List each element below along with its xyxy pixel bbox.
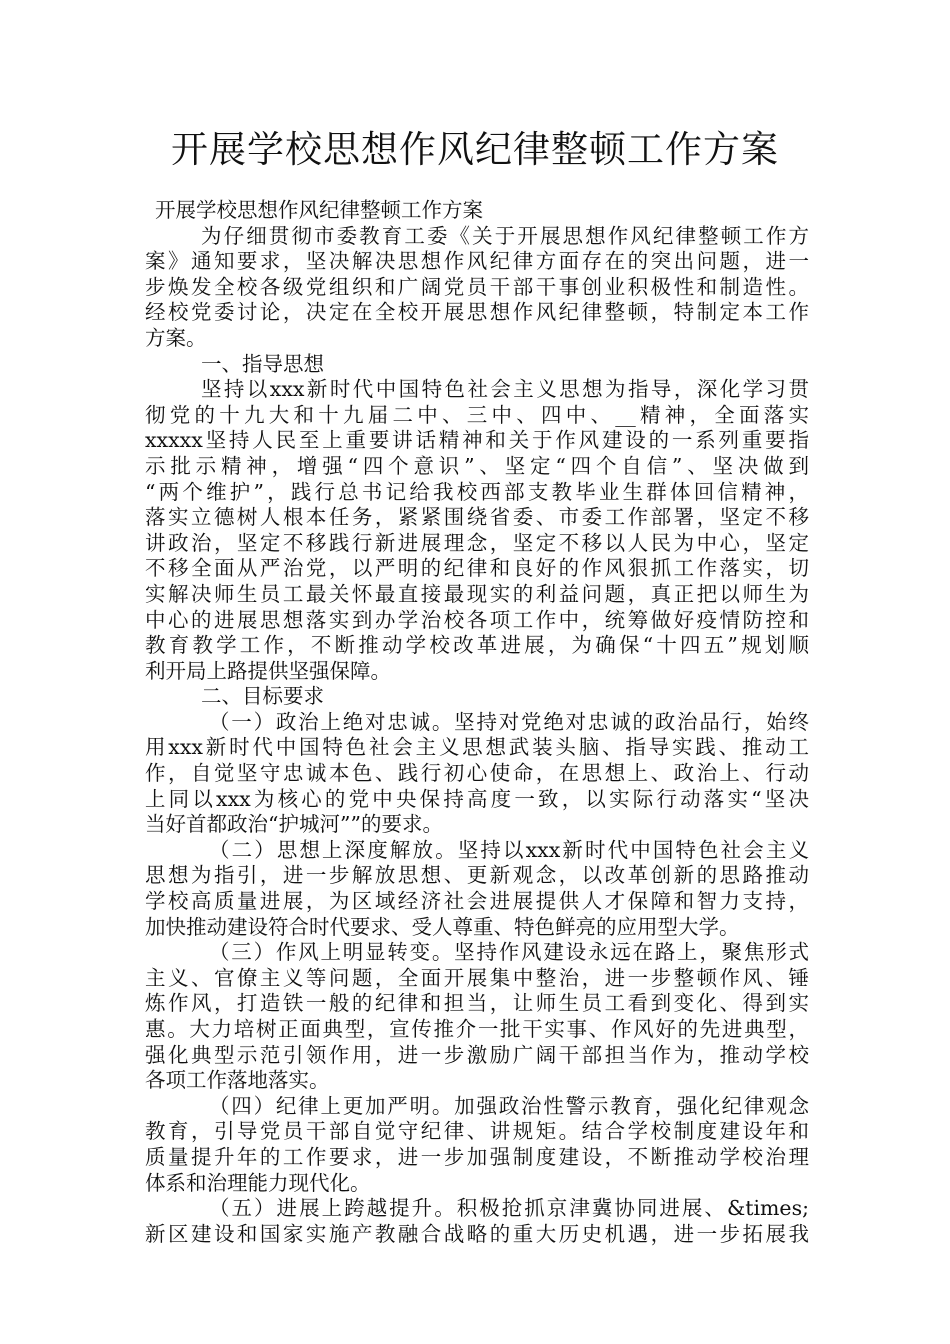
paragraph-line: 示批示精神，增强“四个意识”、坚定“四个自信”、坚决做到 [145, 453, 809, 478]
paragraph-line: 加快推动建设符合时代要求、受人尊重、特色鲜亮的应用型大学。 [145, 914, 740, 939]
paragraph-line: 中心的进展思想落实到办学治校各项工作中，统筹做好疫情防控和 [145, 607, 809, 632]
paragraph-line: （二）思想上深度解放。坚持以xxx新时代中国特色社会主义 [209, 837, 809, 862]
paragraph-line: 坚持以xxx新时代中国特色社会主义思想为指导，深化学习贯 [201, 377, 809, 402]
section-heading: 一、指导思想 [201, 351, 324, 376]
paragraph-line: 方案。 [145, 325, 207, 350]
paragraph-line: 当好首都政治“护城河””的要求。 [145, 812, 443, 837]
paragraph-line: 质量提升年的工作要求，进一步加强制度建设，不断推动学校治理 [145, 1144, 809, 1169]
document-title: 开展学校思想作风纪律整顿工作方案 [171, 128, 779, 171]
paragraph-line: xxxxx坚持人民至上重要讲话精神和关于作风建设的一系列重要指 [145, 428, 809, 453]
paragraph-line: 惠。大力培树正面典型，宣传推介一批干实事、作风好的先进典型， [145, 1017, 809, 1041]
paragraph-line: 不移全面从严治党，以严明的纪律和良好的作风狠抓工作落实，切 [145, 556, 809, 581]
section-heading: 二、目标要求 [201, 684, 324, 709]
paragraph-line: 炼作风，打造铁一般的纪律和担当，让师生员工看到变化、得到实 [145, 991, 809, 1016]
paragraph-line: 作，自觉坚守忠诚本色、践行初心使命，在思想上、政治上、行动 [145, 761, 809, 786]
paragraph-line: 思想为指引，进一步解放思想、更新观念，以改革创新的思路推动 [145, 863, 809, 888]
paragraph-line: 步焕发全校各级党组织和广阔党员干部干事创业积极性和制造性。 [145, 274, 809, 299]
paragraph-line: 主义、官僚主义等问题，全面开展集中整治，进一步整顿作风、锤 [145, 965, 809, 990]
paragraph-line: 学校高质量进展，为区域经济社会进展提供人才保障和智力支持， [145, 889, 809, 914]
paragraph-line: “两个维护”，践行总书记给我校西部支教毕业生群体回信精神， [145, 479, 809, 504]
paragraph-line: 体系和治理能力现代化。 [145, 1170, 371, 1195]
paragraph-line: （三）作风上明显转变。坚持作风建设永远在路上，聚焦形式 [209, 940, 809, 965]
paragraph-line: （一）政治上绝对忠诚。坚持对党绝对忠诚的政治品行，始终 [209, 709, 809, 734]
paragraph-line: 用xxx新时代中国特色社会主义思想武装头脑、指导实践、推动工 [145, 735, 809, 760]
subtitle-line: 开展学校思想作风纪律整顿工作方案 [155, 198, 483, 222]
paragraph-line: 教育，引导党员干部自觉守纪律、讲规矩。结合学校制度建设年和 [145, 1119, 809, 1144]
paragraph-line: 为仔细贯彻市委教育工委《关于开展思想作风纪律整顿工作方 [201, 223, 809, 248]
paragraph-line: 强化典型示范引领作用，进一步激励广阔干部担当作为，推动学校 [145, 1042, 809, 1067]
paragraph-line: 新区建设和国家实施产教融合战略的重大历史机遇，进一步拓展我 [145, 1221, 809, 1246]
paragraph-line: 案》通知要求，坚决解决思想作风纪律方面存在的突出问题，进一 [145, 249, 809, 274]
document-body [145, 198, 809, 1247]
paragraph-line: 彻党的十九大和十九届二中、三中、四中、__精神，全面落实 [145, 402, 809, 427]
paragraph-line: 上同以xxx为核心的党中央保持高度一致，以实际行动落实“坚决 [145, 786, 809, 811]
paragraph-line: 落实立德树人根本任务，紧紧围绕省委、市委工作部署，坚定不移 [145, 505, 809, 530]
paragraph-line: 实解决师生员工最关怀最直接最现实的利益问题，真正把以师生为 [145, 581, 809, 606]
paragraph-line: 各项工作落地落实。 [145, 1068, 330, 1093]
paragraph-line: 教育教学工作，不断推动学校改革进展，为确保“十四五”规划顺 [145, 633, 809, 658]
paragraph-line: 讲政治，坚定不移践行新进展理念，坚定不移以人民为中心，坚定 [145, 530, 809, 555]
paragraph-line: （五）进展上跨越提升。积极抢抓京津冀协同进展、&times; [209, 1196, 809, 1221]
paragraph-line: 经校党委讨论，决定在全校开展思想作风纪律整顿，特制定本工作 [145, 300, 809, 325]
paragraph-line: 利开局上路提供坚强保障。 [145, 658, 391, 683]
paragraph-line: （四）纪律上更加严明。加强政治性警示教育，强化纪律观念 [209, 1093, 809, 1118]
